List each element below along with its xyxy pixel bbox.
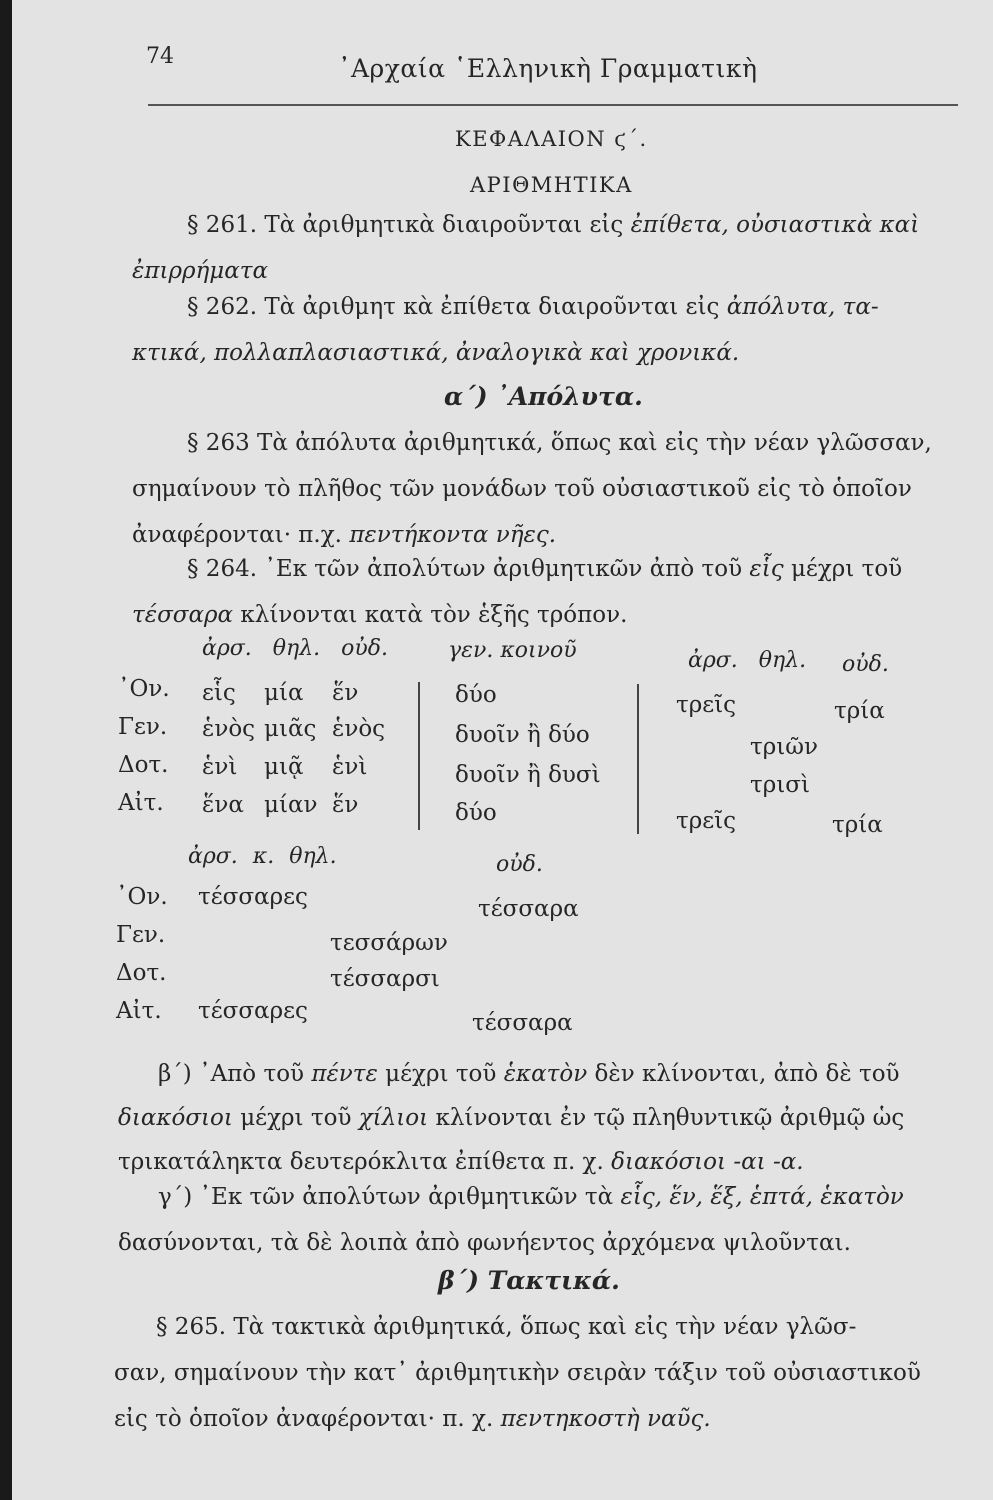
eis-acc-n: ἕν bbox=[332, 792, 359, 818]
tessara-nom-n: τέσσαρα bbox=[478, 896, 579, 922]
eis-acc-m: ἕνα bbox=[202, 792, 244, 818]
treis-acc-m: τρεῖς bbox=[676, 808, 737, 834]
tessares-acc-mf: τέσσαρες bbox=[198, 998, 308, 1024]
eis-gen-f: μιᾶς bbox=[264, 716, 317, 742]
t2-case-gen: Γεν. bbox=[116, 922, 166, 948]
header-rule bbox=[148, 104, 958, 106]
pb-italic-pente: πέντε bbox=[311, 1061, 378, 1087]
duo-acc: δύο bbox=[455, 800, 497, 826]
t1-divider-1 bbox=[418, 682, 420, 830]
pb-italic-example: διακόσιοι -αι -α. bbox=[611, 1149, 804, 1175]
treis-nom-m: τρεῖς bbox=[676, 692, 737, 718]
t1-divider-2 bbox=[637, 684, 639, 834]
p264-italic-eis: εἷς bbox=[749, 556, 784, 582]
pb-text-3: δὲν κλίνονται, ἀπὸ δὲ τοῦ bbox=[587, 1061, 900, 1087]
pg-text-1: γ΄) ᾿Εκ τῶν ἀπολύτων ἀριθμητικῶν τὰ bbox=[158, 1184, 621, 1210]
treis-dat: τρισὶ bbox=[750, 772, 810, 798]
paragraph-265 bbox=[114, 1304, 974, 1442]
running-title: ᾿Αρχαία ῾Ελληνικὴ Γραμματικὴ bbox=[338, 54, 758, 83]
treis-nom-n: τρία bbox=[834, 698, 885, 724]
p262-line2: κτικά, πολλαπλασιαστικά, ἀναλογικὰ καὶ χρονικά. bbox=[132, 340, 740, 366]
t1-head-right-m: ἀρσ. θηλ. bbox=[688, 648, 807, 673]
pb-italic-diakosioi: διακόσιοι bbox=[118, 1105, 233, 1131]
t1-case-dat: Δοτ. bbox=[118, 752, 169, 778]
book-page bbox=[12, 0, 993, 1500]
chapter-title: ΑΡΙΘΜΗΤΙΚΑ bbox=[470, 173, 633, 197]
pb-text-5: κλίνονται ἐν τῷ πληθυντικῷ ἀριθμῷ ὡς bbox=[428, 1105, 905, 1131]
eis-dat-f: μιᾷ bbox=[264, 754, 304, 780]
paragraph-262 bbox=[132, 284, 962, 376]
t1-head-mid: γεν. κοινοῦ bbox=[448, 638, 577, 663]
tessaron-gen: τεσσάρων bbox=[330, 930, 448, 956]
p261-italic: ἐπίθετα, οὐσιαστικὰ καὶ bbox=[630, 212, 920, 238]
p262-italic: ἀπόλυτα, τα- bbox=[726, 294, 879, 320]
p265-text: εἰς τὸ ὁποῖον ἀναφέρονται· π. χ. bbox=[114, 1406, 501, 1432]
eis-gen-m: ἑνὸς bbox=[202, 716, 256, 742]
eis-nom-f: μία bbox=[264, 680, 304, 706]
eis-gen-n: ἑνὸς bbox=[332, 716, 386, 742]
eis-acc-f: μίαν bbox=[264, 792, 318, 818]
section-a-heading: α΄) ᾿Απόλυτα. bbox=[444, 382, 643, 411]
paragraph-b bbox=[118, 1052, 978, 1184]
paragraph-g bbox=[118, 1174, 978, 1266]
t1-head-right-n: οὐδ. bbox=[842, 652, 889, 677]
t1-case-acc: Αἰτ. bbox=[118, 790, 164, 816]
book-spine-edge bbox=[0, 0, 12, 1500]
p263-line1: § 263 Τὰ ἀπόλυτα ἀριθμητικά, ὅπως καὶ εἰς τὴν νέαν γλῶσσαν, bbox=[187, 430, 932, 456]
paragraph-263 bbox=[132, 420, 962, 558]
t2-head-left: ἀρσ. κ. θηλ. bbox=[188, 844, 337, 869]
pb-text-4: μέχρι τοῦ bbox=[232, 1105, 359, 1131]
treis-acc-n: τρία bbox=[832, 812, 883, 838]
eis-nom-n: ἕν bbox=[332, 680, 359, 706]
pb-italic-chilioi: χίλιοι bbox=[358, 1105, 429, 1131]
pb-text-2: μέχρι τοῦ bbox=[377, 1061, 504, 1087]
duo-gen: δυοῖν ἢ δύο bbox=[455, 722, 590, 748]
t2-case-dat: Δοτ. bbox=[116, 960, 167, 986]
tessara-acc-n: τέσσαρα bbox=[472, 1010, 573, 1036]
chapter-label: ΚΕΦΑΛΑΙΟΝ ϛ΄. bbox=[455, 127, 648, 151]
pb-italic-ekaton: ἑκατὸν bbox=[503, 1061, 588, 1087]
t1-case-nom: ᾿Ον. bbox=[118, 676, 170, 702]
pg-italic: εἷς, ἕν, ἕξ, ἑπτά, ἑκατὸν bbox=[620, 1184, 904, 1210]
p263-italic: πεντήκοντα νῆες. bbox=[349, 522, 557, 548]
p263-text: ἀναφέρονται· π.χ. bbox=[132, 522, 350, 548]
p264-line2: κλίνονται κατὰ τὸν ἑξῆς τρόπον. bbox=[233, 602, 628, 628]
t2-case-acc: Αἰτ. bbox=[116, 998, 162, 1024]
paragraph-264 bbox=[132, 546, 962, 638]
pb-text-1: β΄) ᾿Απὸ τοῦ bbox=[158, 1061, 312, 1087]
p264-text-end: μέχρι τοῦ bbox=[783, 556, 903, 582]
p265-line2: σαν, σημαίνουν τὴν κατ᾿ ἀριθμητικὴν σειρὰν τάξιν τοῦ οὐσιαστικοῦ bbox=[114, 1360, 921, 1386]
paragraph-261 bbox=[132, 202, 962, 294]
p264-text: § 264. ᾿Εκ τῶν ἀπολύτων ἀριθμητικῶν ἀπὸ τοῦ bbox=[187, 556, 750, 582]
tessarsi-dat: τέσσαρσι bbox=[330, 966, 440, 992]
p261-text: § 261. Τὰ ἀριθμητικὰ διαιροῦνται εἰς bbox=[187, 212, 631, 238]
t1-head-left: ἀρσ. θηλ. οὐδ. bbox=[202, 636, 389, 661]
eis-dat-m: ἑνὶ bbox=[202, 754, 238, 780]
eis-nom-m: εἷς bbox=[202, 680, 236, 706]
pb-text-6: τρικατάληκτα δευτερόκλιτα ἐπίθετα π. χ. bbox=[118, 1149, 612, 1175]
treis-gen: τριῶν bbox=[750, 734, 819, 760]
page-number: 74 bbox=[146, 44, 174, 69]
p265-line1: § 265. Τὰ τακτικὰ ἀριθμητικά, ὅπως καὶ εἰς τὴν νέαν γλῶσ- bbox=[156, 1314, 857, 1340]
p263-line2: σημαίνουν τὸ πλῆθος τῶν μονάδων τοῦ οὐσιαστικοῦ εἰς τὸ ὁποῖον bbox=[132, 476, 912, 502]
t2-head-right: οὐδ. bbox=[496, 852, 543, 877]
tessares-nom-mf: τέσσαρες bbox=[198, 884, 308, 910]
p262-text: § 262. Τὰ ἀριθμητ κὰ ἐπίθετα διαιροῦνται εἰς bbox=[187, 294, 727, 320]
pg-line2: δασύνονται, τὰ δὲ λοιπὰ ἀπὸ φωνήεντος ἀρχόμενα ψιλοῦνται. bbox=[118, 1230, 851, 1256]
duo-dat: δυοῖν ἢ δυσὶ bbox=[455, 762, 601, 788]
p264-italic-tessara: τέσσαρα bbox=[132, 602, 234, 628]
t2-case-nom: ᾿Ον. bbox=[116, 884, 168, 910]
p265-italic: πεντηκοστὴ ναῦς. bbox=[500, 1406, 711, 1432]
duo-nom: δύο bbox=[455, 682, 497, 708]
p261-line2: ἐπιρρήματα bbox=[132, 258, 269, 284]
t1-case-gen: Γεν. bbox=[118, 714, 168, 740]
section-b-heading: β΄) Τακτικά. bbox=[438, 1266, 620, 1295]
eis-dat-n: ἑνὶ bbox=[332, 754, 368, 780]
